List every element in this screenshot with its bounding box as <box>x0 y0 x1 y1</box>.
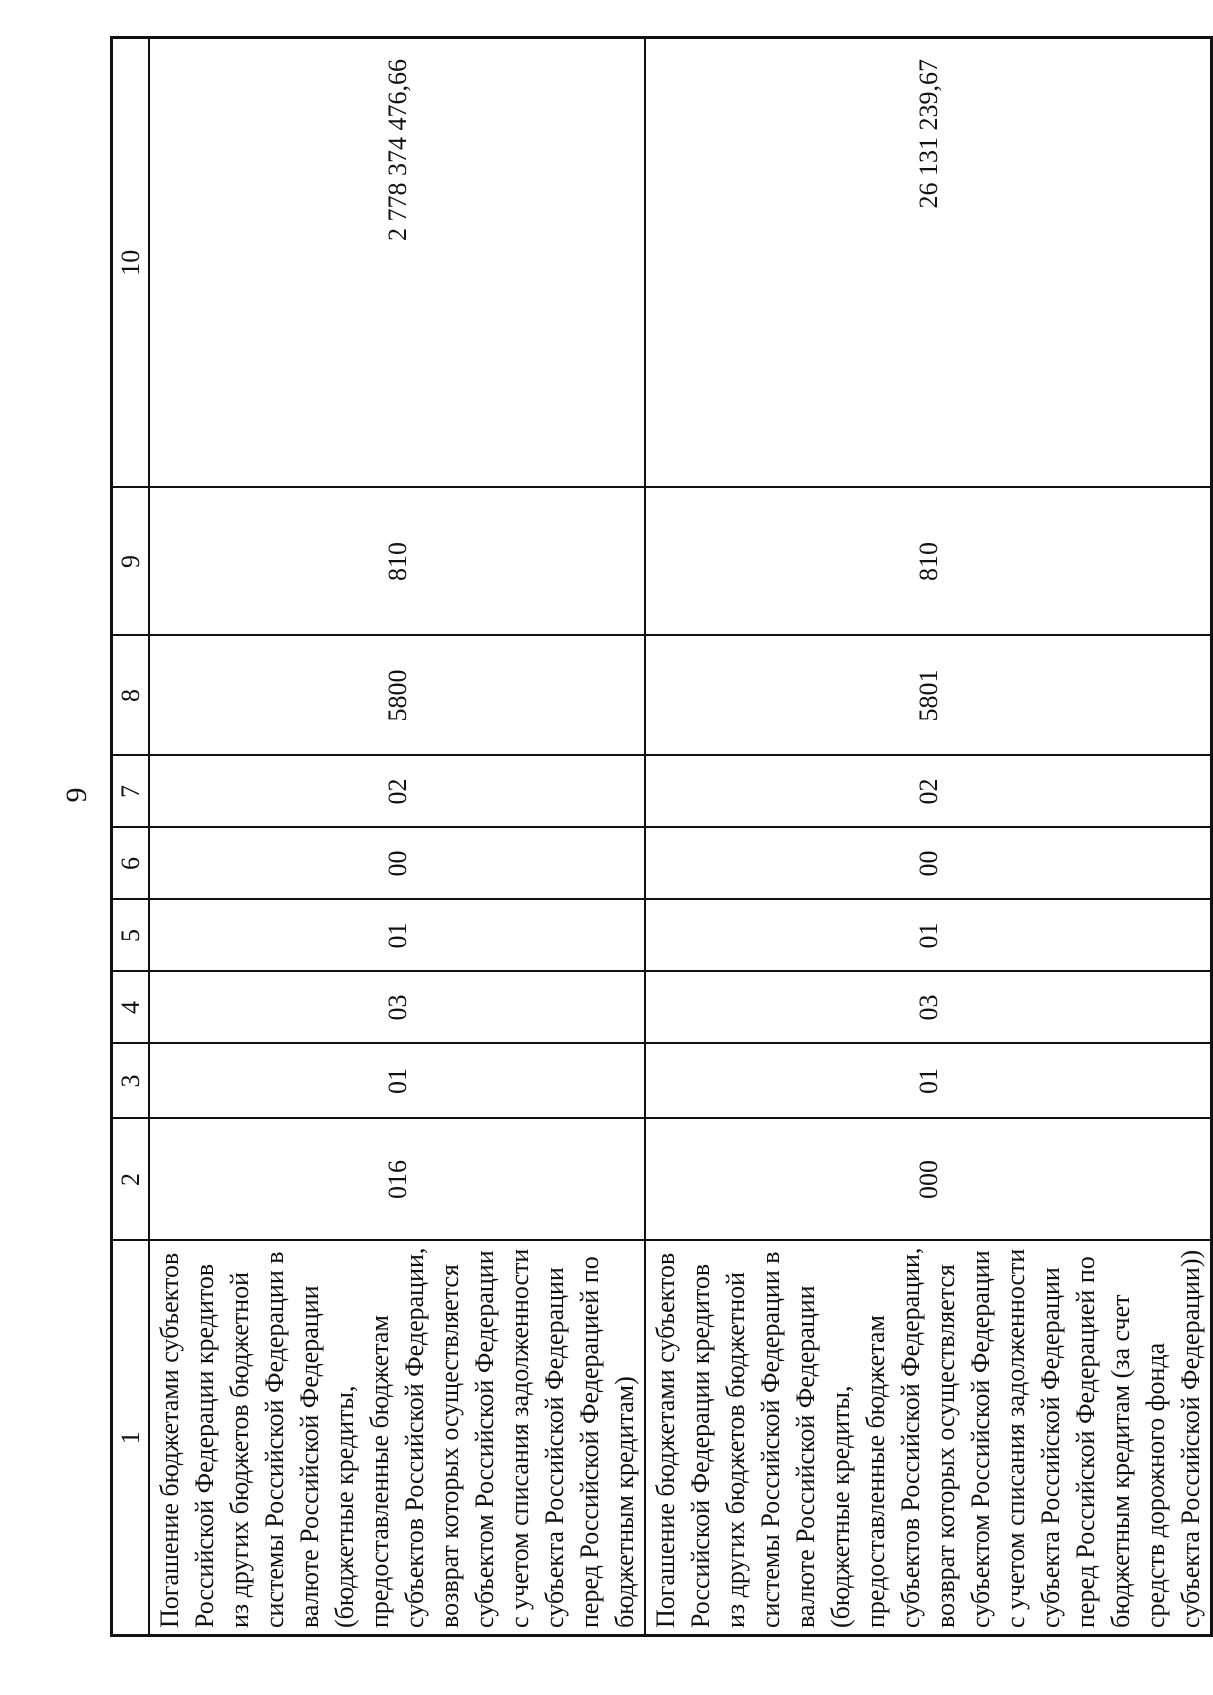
column-header: 4 <box>112 972 150 1044</box>
column-header: 10 <box>112 38 150 488</box>
cell-col-2: 016 <box>149 1119 645 1241</box>
amount-cell: 26 131 239,67 <box>645 38 1212 488</box>
cell-col-2: 000 <box>645 1119 1212 1241</box>
column-header: 2 <box>112 1119 150 1241</box>
cell-col-5: 01 <box>645 900 1212 972</box>
column-header: 9 <box>112 488 150 636</box>
cell-col-5: 01 <box>149 900 645 972</box>
cell-col-7: 02 <box>645 756 1212 828</box>
page-number: 9 <box>60 787 93 803</box>
cell-col-3: 01 <box>645 1044 1212 1119</box>
cell-col-6: 00 <box>645 828 1212 900</box>
column-header: 8 <box>112 636 150 756</box>
cell-col-9: 810 <box>149 488 645 636</box>
cell-col-6: 00 <box>149 828 645 900</box>
row-description: Погашение бюджетами субъектов Российской Федерации кредитов из других бюджетов бюджетной системы Российской Федерации в валюте Российской Федерации (бюджетные кредиты, предоставленные бюджетам субъектов Российской Федерации, возврат которых осуществляется субъектом Российской Федерации с учетом списания задолженности субъекта Российской Федерации перед Российской Федерацией по бюджетным кредитам (за счет средств дорожного фонда субъекта Российской Федерации)) <box>645 1241 1212 1636</box>
cell-col-4: 03 <box>149 972 645 1044</box>
table-row <box>149 38 645 1636</box>
cell-col-8: 5801 <box>645 636 1212 756</box>
column-header: 1 <box>112 1241 150 1636</box>
column-header: 3 <box>112 1044 150 1119</box>
cell-col-8: 5800 <box>149 636 645 756</box>
row-description: Погашение бюджетами субъектов Российской Федерации кредитов из других бюджетов бюджетной системы Российской Федерации в валюте Российской Федерации (бюджетные кредиты, предоставленные бюджетам субъектов Российской Федерации, возврат которых осуществляется субъектом Российской Федерации с учетом списания задолженности субъекта Российской Федерации перед Российской Федерацией по бюджетным кредитам) <box>149 1241 645 1636</box>
budget-table <box>110 36 1213 1637</box>
header-row <box>112 38 150 1636</box>
cell-col-9: 810 <box>645 488 1212 636</box>
amount-cell: 2 778 374 476,66 <box>149 38 645 488</box>
column-header: 6 <box>112 828 150 900</box>
cell-col-4: 03 <box>645 972 1212 1044</box>
column-header: 5 <box>112 900 150 972</box>
table-row <box>645 38 1212 1636</box>
cell-col-3: 01 <box>149 1044 645 1119</box>
cell-col-7: 02 <box>149 756 645 828</box>
column-header: 7 <box>112 756 150 828</box>
